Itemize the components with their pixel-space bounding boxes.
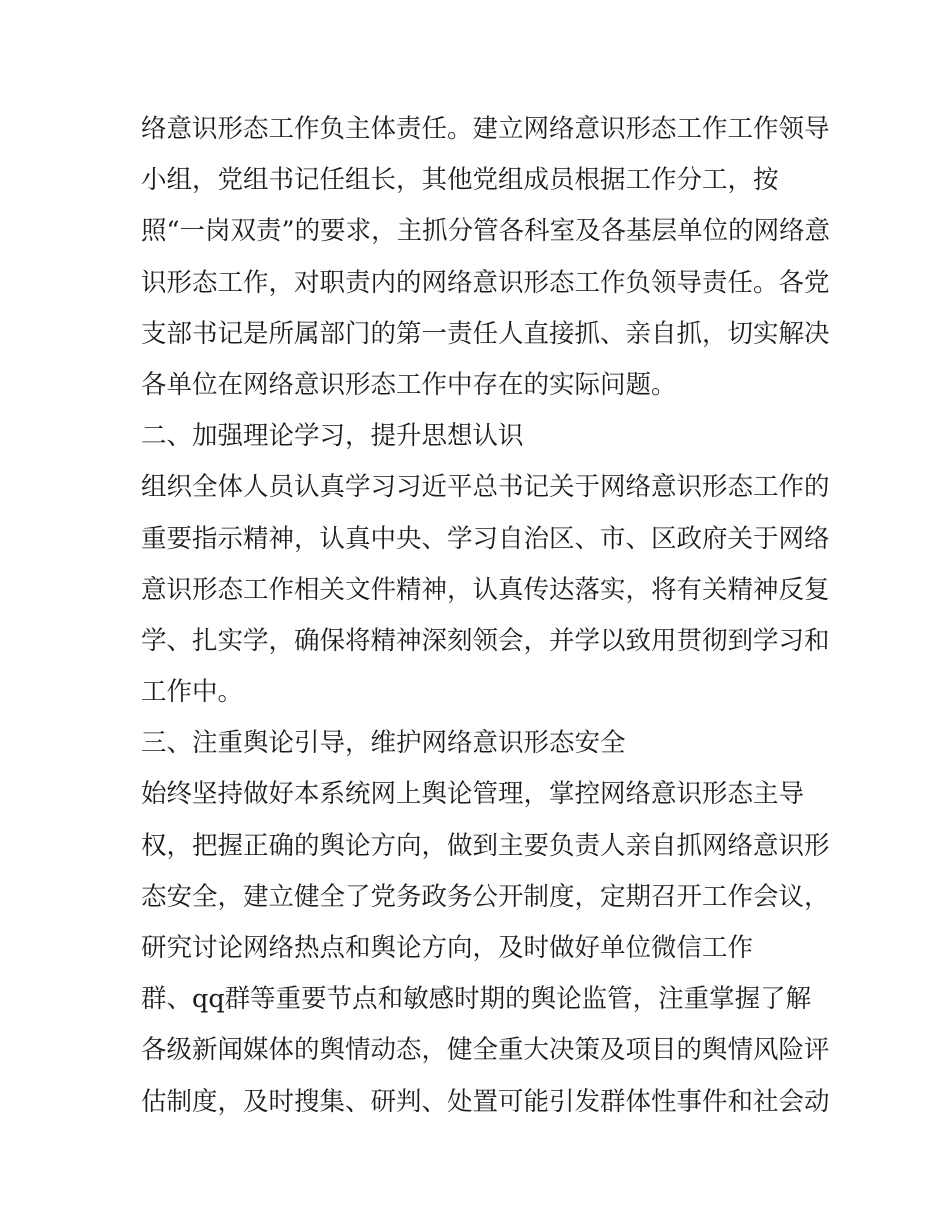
section-heading-3: 三、注重舆论引导，维护网络意识形态安全 [141,728,626,759]
text-line: 学、扎实学，确保将精神深刻领会，并学以致用贯彻到学习和 [141,625,830,656]
text-line: 群、qq群等重要节点和敏感时期的舆论监管，注重掌握了解 [141,984,812,1015]
text-line: 估制度，及时搜集、研判、处置可能引发群体性事件和社会动 [141,1086,830,1117]
text-line: 照“一岗双责”的要求，主抓分管各科室及各基层单位的网络意 [141,216,831,247]
text-line: 各单位在网络意识形态工作中存在的实际问题。 [141,369,677,400]
body-text [141,104,831,1128]
text-line: 权，把握正确的舆论方向，做到主要负责人亲自抓网络意识形 [141,830,830,861]
text-line: 络意识形态工作负主体责任。建立网络意识形态工作工作领导 [141,114,830,144]
text-line: 工作中。 [141,677,244,708]
text-line: 识形态工作，对职责内的网络意识形态工作负领导责任。各党 [141,267,830,298]
text-line: 研究讨论网络热点和舆论方向，及时做好单位微信工作 [141,933,754,963]
text-line: 小组，党组书记任组长，其他党组成员根据工作分工，按 [141,165,779,196]
text-line: 支部书记是所属部门的第一责任人直接抓、亲自抓，切实解决 [141,318,830,349]
text-line: 态安全，建立健全了党务政务公开制度，定期召开工作会议， [141,881,830,912]
text-line: 始终坚持做好本系统网上舆论管理，掌控网络意识形态主导 [141,779,805,810]
text-line: 组织全体人员认真学习习近平总书记关于网络意识形态工作的 [141,472,830,503]
text-line: 意识形态工作相关文件精神，认真传达落实，将有关精神反复 [141,574,830,605]
section-heading-2: 二、加强理论学习，提升思想认识 [141,421,524,452]
text-line: 重要指示精神，认真中央、学习自治区、市、区政府关于网络 [141,523,830,554]
text-line: 各级新闻媒体的舆情动态，健全重大决策及项目的舆情风险评 [141,1035,830,1066]
